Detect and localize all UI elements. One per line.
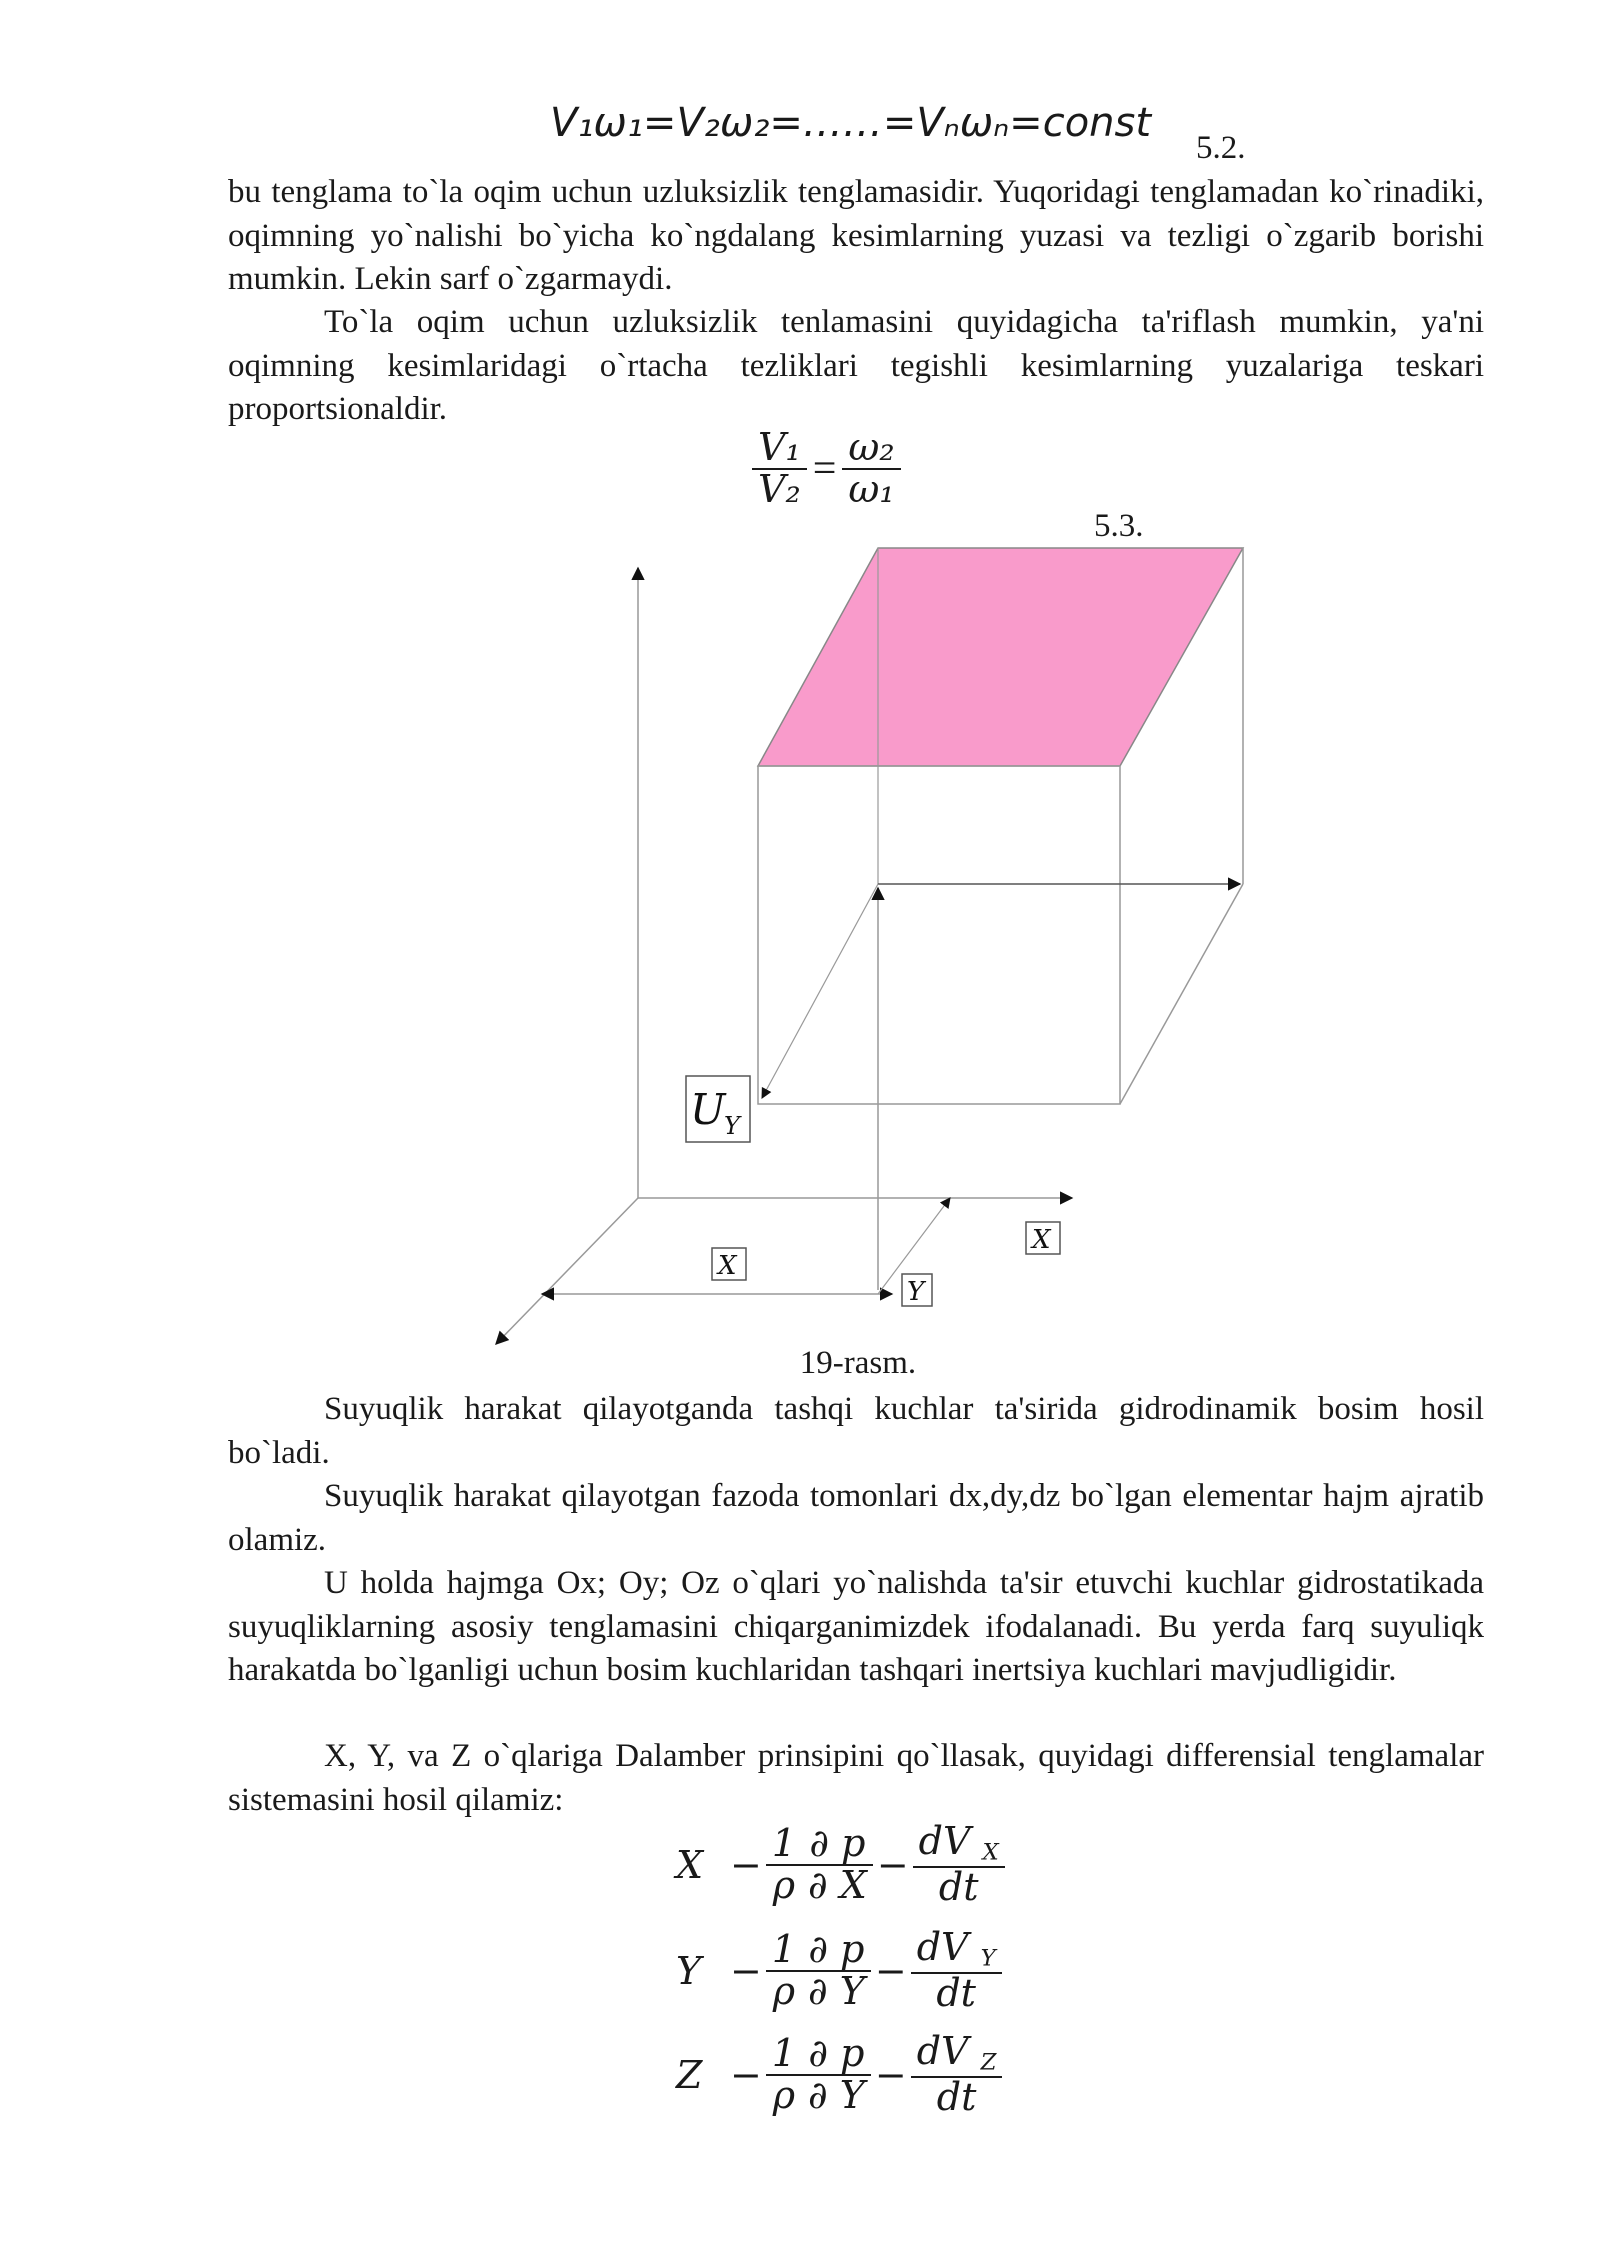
- velocity-arrow-diag: [762, 884, 878, 1098]
- diff-equation-x: X − $\frac{1}{\rho}$ $\frac{\partial p}{\partial X}$ − $\frac{dV _X}{dt}$: [676, 1822, 1005, 1908]
- paragraph-forces: U holda hajmga Ox; Oy; Oz o`qlari yo`nalishda ta'sir etuvchi kuchlar gidrostatikada suyuqliklarning asosiy tenglamasini chiqarganimizdek ifodalanadi. Bu yerda farq suyuliqk harakatda bo`lganligi uchun bosim kuchlaridan tashqari inertsiya kuchlari mavjudligidir.: [228, 1565, 1484, 1688]
- front-face: [758, 766, 1120, 1104]
- label-x-right: [1026, 1222, 1060, 1255]
- label-y: [902, 1274, 932, 1307]
- label-uy: [686, 1076, 750, 1142]
- svg-text:Y: Y: [907, 1277, 925, 1307]
- svg-text:X: X: [718, 1251, 737, 1281]
- figure-caption: 19-rasm.: [799, 1345, 917, 1381]
- paragraph-pressure: Suyuqlik harakat qilayotganda tashqi kuchlar ta'sirida gidrodinamik bosim hosil bo`ladi.: [228, 1391, 1484, 1471]
- denominator-v2: V₂: [758, 466, 801, 511]
- svg-text:X: X: [1032, 1225, 1051, 1255]
- paragraph-definition: To`la oqim uchun uzluksizlik tenlamasini quyidagicha ta'riflash mumkin, ya'ni oqimning kesimlaridagi o`rtacha tezliklari tegishli kesimlarning yuzalariga teskari proportsionaldir.: [228, 304, 1484, 427]
- svg-text:U: U: [690, 1085, 726, 1134]
- equation-5-3-number: 5.3.: [1094, 508, 1144, 544]
- top-face: [758, 548, 1243, 766]
- numerator-v1: V₁: [758, 425, 801, 469]
- axis-depth: [496, 1198, 638, 1344]
- equation-5-2: V₁ω₁=V₂ω₂=……=Vₙωₙ=const: [550, 100, 1152, 146]
- paragraph-dalamber: X, Y, va Z o`qlariga Dalamber prinsipini qo`llasak, quyidagi differensial tenglamalar sistemasini hosil qilamiz:: [228, 1738, 1484, 1818]
- paragraph-volume: Suyuqlik harakat qilayotgan fazoda tomonlari dx,dy,dz bo`lgan elementar hajm ajratib olamiz.: [228, 1478, 1484, 1558]
- equation-5-2-number: 5.2.: [1196, 130, 1246, 166]
- equals-sign: =: [812, 445, 837, 492]
- diff-equation-z: Z − $\frac{1}{\rho}$ $\frac{\partial p}{\partial Y}$ − $\frac{dV _Z}{dt}$: [676, 2032, 1002, 2118]
- numerator-w2: ω₂: [848, 425, 895, 469]
- svg-text:Y: Y: [724, 1112, 740, 1140]
- paragraph-continuity: bu tenglama to`la oqim uchun uzluksizlik tenglamasidir. Yuqoridagi tenglamadan ko`rinadiki, oqimning yo`nalishi bo`yicha ko`ngdalang kesimlarning yuzasi va tezligi o`zgarib borishi mumkin. Lekin sarf o`zgarmaydi.: [228, 174, 1484, 297]
- diff-equation-y: Y − $\frac{1}{\rho}$ $\frac{\partial p}{\partial Y}$ − $\frac{dV _Y}{dt}$: [676, 1928, 1002, 2014]
- denominator-w1: ω₁: [848, 466, 895, 511]
- label-x-left: [712, 1248, 746, 1281]
